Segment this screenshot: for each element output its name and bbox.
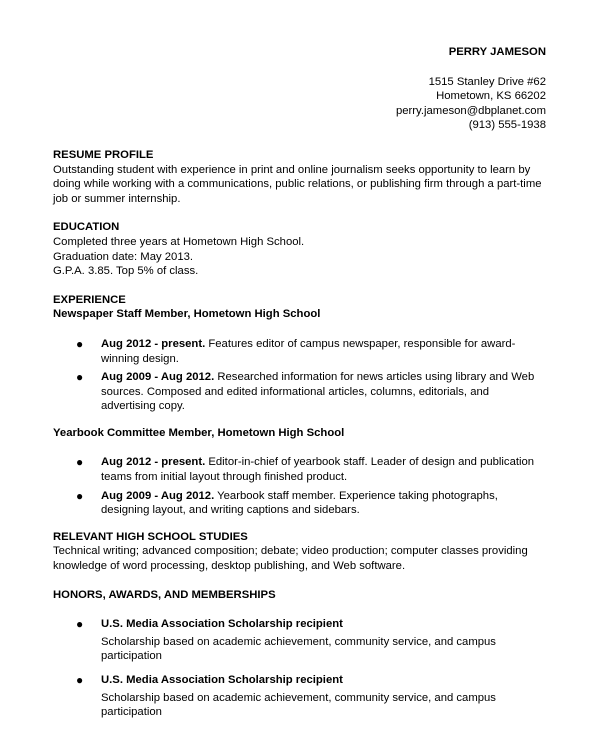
- item-dates: Aug 2012 - present.: [101, 456, 206, 469]
- studies-text: Technical writing; advanced composition; debate; video production; computer classes providing knowledge of word processing, desktop publishing, and Web software.: [53, 545, 528, 573]
- list-item: [53, 673, 546, 720]
- email-address: perry.jameson@dbplanet.com: [395, 104, 546, 117]
- item-text: Yearbook staff member. Experience taking photographs, designing layout, and writing captions and sidebars.: [101, 489, 498, 517]
- list-item: [53, 455, 546, 484]
- job-heading-yearbook: Yearbook Committee Member, Hometown High School: [53, 426, 345, 439]
- item-text: Features editor of campus newspaper, responsible for award-winning design.: [101, 337, 516, 365]
- education-line: Graduation date: May 2013.: [53, 250, 194, 263]
- address-line-2: Hometown, KS 66202: [436, 90, 546, 103]
- honor-description: Scholarship based on academic achievement, community service, and campus participation: [101, 691, 496, 719]
- education-title: EDUCATION: [53, 221, 120, 234]
- job-bullets-yearbook: [53, 455, 546, 517]
- experience-section: [53, 293, 546, 518]
- bullet-icon: ●: [76, 488, 84, 503]
- list-item: [53, 617, 546, 664]
- studies-title: RELEVANT HIGH SCHOOL STUDIES: [53, 530, 248, 543]
- bullet-icon: ●: [76, 673, 84, 687]
- experience-title: EXPERIENCE: [53, 293, 126, 306]
- honor-description: Scholarship based on academic achievement, community service, and campus participation: [101, 635, 496, 663]
- honors-title: HONORS, AWARDS, AND MEMBERSHIPS: [53, 588, 276, 601]
- studies-section: [53, 530, 546, 574]
- list-item: [53, 370, 546, 414]
- honors-section: [53, 588, 546, 720]
- phone-number: (913) 555-1938: [468, 119, 546, 132]
- bullet-icon: ●: [76, 336, 84, 351]
- item-dates: Aug 2009 - Aug 2012.: [101, 489, 215, 502]
- list-item: [53, 489, 546, 518]
- profile-text: Outstanding student with experience in print and online journalism seeks opportunity to learn by doing while working with a communications, public relations, or publishing firm through a part-time job or summer internship.: [53, 163, 542, 205]
- resume-page: [53, 45, 546, 724]
- item-dates: Aug 2009 - Aug 2012.: [101, 371, 215, 384]
- address-line-1: 1515 Stanley Drive #62: [428, 75, 546, 88]
- bullet-icon: ●: [76, 370, 84, 385]
- job-heading-newspaper: Newspaper Staff Member, Hometown High School: [53, 308, 321, 321]
- applicant-name: PERRY JAMESON: [448, 46, 546, 58]
- bullet-icon: ●: [76, 455, 84, 470]
- bullet-icon: ●: [76, 617, 84, 632]
- profile-title: RESUME PROFILE: [53, 148, 154, 161]
- profile-section: [53, 148, 546, 206]
- job-bullets-newspaper: [53, 337, 546, 414]
- education-line: Completed three years at Hometown High School.: [53, 235, 305, 248]
- item-dates: Aug 2012 - present.: [101, 337, 206, 350]
- honor-name: U.S. Media Association Scholarship recipient: [101, 674, 343, 686]
- honors-list: [53, 617, 546, 720]
- education-section: [53, 220, 546, 278]
- resume-header: [53, 45, 546, 133]
- education-line: G.P.A. 3.85. Top 5% of class.: [53, 265, 199, 278]
- item-text: Researched information for news articles using library and Web sources. Composed and edited informational articles, columns, editorials, and advertising copy.: [101, 371, 535, 413]
- honor-name: U.S. Media Association Scholarship recipient: [101, 618, 343, 631]
- item-text: Editor-in-chief of yearbook staff. Leader of design and publication teams from initial layout through finished product.: [101, 456, 535, 484]
- list-item: [53, 337, 546, 366]
